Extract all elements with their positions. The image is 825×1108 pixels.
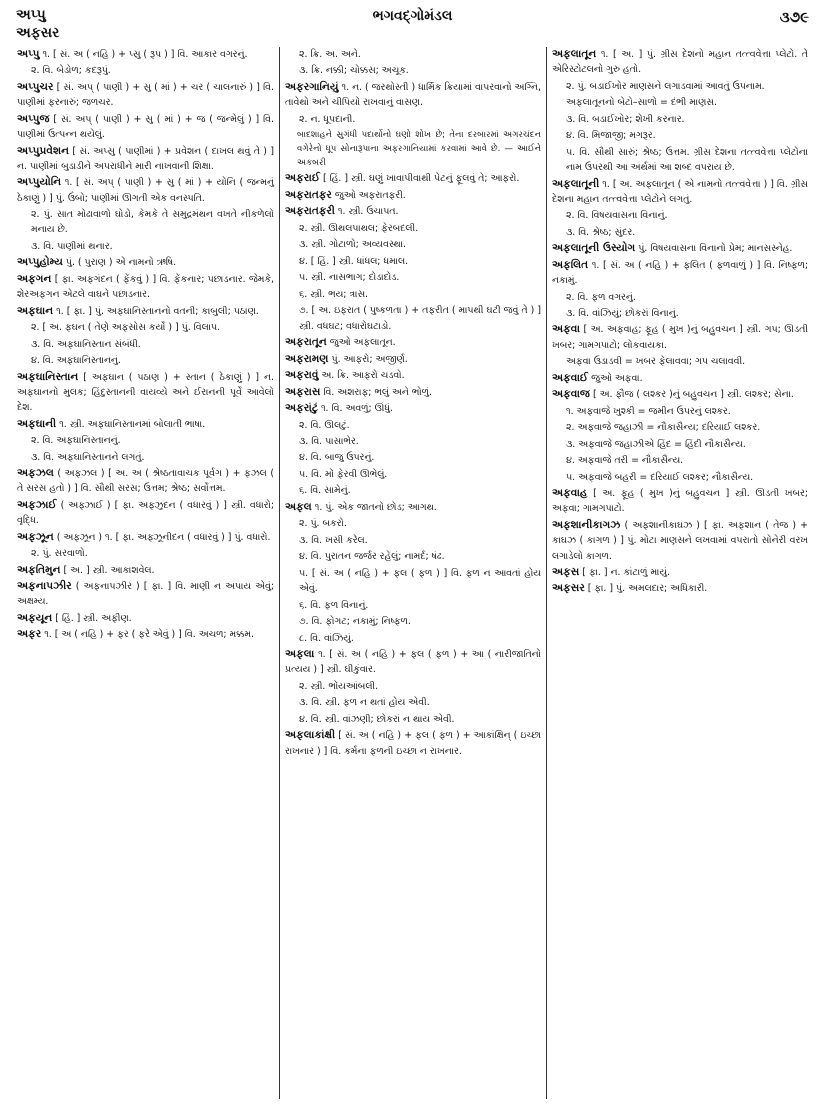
definition-text: ૫. [ સં. અ ( નહિ ) + ફલ ( ફળ ) ] વિ. ફળ ન આવતાં હોય એવું. — [299, 567, 541, 595]
headword: અફરાંટું — [285, 402, 318, 415]
entry-sense — [285, 533, 541, 548]
entry-sense — [552, 354, 808, 369]
dictionary-entry — [552, 177, 808, 208]
definition-text: ૨. ક્રિ. અ. અને. — [299, 49, 361, 60]
definition-text: ( અફઝલ ) [ અ. અ ( શ્રેષ્ઠતાવાચક પૂર્વગ ) + ફઝલ ( તે સરસ હતો ) ] વિ. સૌથી સરસ; ઉત્તમ; શ્રેષ્ઠ; સર્વોત્તમ. — [17, 468, 274, 495]
dictionary-entry — [17, 370, 274, 416]
dictionary-entry — [17, 498, 274, 529]
headword: અફલાકાંક્ષી — [285, 729, 336, 742]
dictionary-entry — [552, 47, 808, 78]
dictionary-entry — [285, 352, 541, 367]
dictionary-entry — [285, 188, 541, 203]
entry-sense — [285, 254, 541, 269]
definition-text: [ સં. અપ્સુ ( પાણીમાં ) + પ્રવેશન ( દાખલ થવું તે ) ] ન. પાણીમાં બુડાડીને અપરાધીને મારી નાખવાની શિક્ષા. — [17, 145, 274, 172]
entry-sense — [552, 225, 808, 240]
definition-text: [ અફઘાન ( પઠાણ ) + સ્તાન ( ઠેકાણું ) ] ન. અફઘાનનો મુલક; હિંદુસ્તાનની વાયવ્યે અને ઈરાનની પૂર્વે આવેલો દેશ. — [17, 371, 274, 414]
definition-text: પું. આફરો; અજીર્ણ. — [328, 353, 408, 365]
definition-text: ૨. વિ. ઊલટું. — [299, 419, 350, 431]
column-2 — [279, 47, 546, 1099]
definition-text: ૧. [ સં. અ ( નહિ ) + ફલિત ( ફળવાળું ) ] વિ. નિષ્ફળ; નકામું. — [552, 259, 808, 287]
entry-sense — [285, 566, 541, 597]
definition-text: ૫. અફવાજે બહરી = દરિયાઈ લશ્કર; નૌકાસૈન્ય. — [566, 471, 754, 483]
dictionary-entry — [17, 47, 274, 62]
definition-text: ૪. વિ. સ્ત્રી. વાંઝણી; છોકરાં ન થાય એવી. — [299, 713, 455, 725]
definition-text: ૩. સ્ત્રી. ગોટાળો; અવ્યવસ્થા. — [299, 239, 406, 251]
entry-sense — [17, 433, 274, 448]
definition-text: ૮. વિ. વાંઝિયું. — [299, 632, 354, 644]
entry-sense — [552, 112, 808, 127]
definition-text: ૩. અફવાજે જહાઝીએ હિંદ = હિંદી નૌકાસૈન્ય. — [566, 438, 746, 450]
definition-text: ૧. સ્ત્રી. અફઘાનિસ્તાનમાં બોલાતી ભાષા. — [56, 418, 206, 430]
definition-text: ( અફનાપઝીર ) [ ફા. ] વિ. માણી ન અપાય એવું; અક્ષમ્ય. — [17, 581, 274, 608]
definition-text: ૬. વિ. ફળ વિનાનું. — [299, 599, 369, 611]
headword: અફશાનીકાગઝ — [552, 518, 621, 531]
headword: અફતિમુન — [17, 563, 61, 576]
entry-sense — [285, 63, 541, 78]
dictionary-entry — [17, 579, 274, 610]
headword: અફલિત — [552, 258, 589, 271]
definition-text: ૨. વિ. બેડોળ; કદરૂપું. — [31, 65, 111, 77]
entry-sense — [17, 353, 274, 368]
headword: અફઝાઈ — [17, 498, 57, 511]
entry-sense — [552, 306, 808, 321]
entry-sense — [285, 287, 541, 302]
entry-sense — [285, 712, 541, 727]
entry-sense — [552, 128, 808, 143]
dictionary-entry — [285, 647, 541, 678]
definition-text: ૧. [ અ. ] પું. ગ્રીસ દેશનો મહાન તત્ત્વવેત્તા પ્લેટો. તે એરિસ્ટોટલનો ગુરુ હતો. — [552, 49, 808, 76]
definition-text: ૧. વિ. અવળું; ઊંધું. — [317, 403, 393, 415]
dictionary-entry — [552, 565, 808, 580]
dictionary-entry — [17, 144, 274, 175]
entry-sense — [285, 516, 541, 531]
entry-sense — [552, 453, 808, 468]
headword: અફરામણ — [285, 352, 329, 365]
headword: અફનાપઝીર — [17, 580, 72, 593]
dictionary-entry — [552, 518, 808, 564]
entry-sense — [17, 546, 274, 561]
quotation — [285, 128, 541, 170]
dictionary-entry — [285, 500, 541, 515]
headword: અફઘાનિસ્તાન — [17, 370, 79, 383]
definition-text: ૩. વિ. ખસી કરેલ. — [299, 534, 368, 546]
definition-text: જુઓ અફવા. — [588, 372, 643, 384]
entry-sense — [552, 79, 808, 94]
headword: અફલાતૂની ઉસ્યોગ — [552, 242, 636, 255]
headword: અફલા — [285, 648, 315, 661]
entry-sense — [285, 434, 541, 449]
dictionary-entry — [552, 322, 808, 353]
entry-sense — [17, 320, 274, 335]
definition-text: ૪. વિ. અફઘાનિસ્તાનનું. — [31, 355, 121, 367]
entry-sense — [552, 470, 808, 485]
column-1 — [12, 47, 279, 1099]
headword: અફરાસ — [285, 385, 321, 398]
dictionary-entry — [285, 401, 541, 416]
headword: અફસર — [552, 582, 585, 595]
entry-sense — [552, 437, 808, 452]
definition-text: ૧. [ સં. અપ્ ( પાણી ) + સુ ( માં ) + યોનિ ( જન્મનું ઠેકાણું ) ] પું. ઉંબો; પાણીમાં ઊગતી એક વનસ્પતિ. — [17, 177, 274, 204]
definition-text: ૨. અફવાજે જહાઝી = નૌકાસૈન્ય; દરિયાઈ લશ્કર. — [566, 422, 761, 434]
entry-sense — [285, 598, 541, 613]
dictionary-entry — [17, 417, 274, 432]
definition-text: ૧. અફવાજે ખુશ્કી = જમીન ઉપરનું લશ્કર. — [566, 405, 731, 417]
entry-columns — [12, 47, 813, 1099]
entry-sense — [552, 95, 808, 110]
definition-text: ૩. વિ. પાણીમાં થનાર. — [31, 240, 113, 252]
definition-text: ૪. [ હિં. ] સ્ત્રી. ધાંધલ; ધમાલ. — [299, 255, 409, 267]
first-guide-word: અપ્પુ — [16, 7, 46, 23]
definition-text: ૫. સ્ત્રી. નાસભાગ; દોડાદોડ. — [299, 272, 400, 284]
definition-text: ૩. વિ. અફઘાનિસ્તાનને લગતું. — [31, 451, 145, 463]
definition-text: ૫. વિ. સૌથી સારું; શ્રેષ્ઠ; ઉત્તમ. ગ્રીસ દેશના તત્ત્વવેત્તા પ્લેટોના નામ ઉપરથી આ અર્થમાં આ શબ્દ વપરાય છે. — [566, 146, 808, 174]
definition-text: ૬. વિ. સામેનું. — [299, 485, 351, 497]
dictionary-entry — [17, 304, 274, 319]
running-title: ભગવદ્ગોમંડલ — [372, 8, 453, 24]
definition-text: ( અફશાનીકાઘઝ ) [ ફા. અફશાન ( તેજ ) + કાઘઝ ( કાગળ ) ] પું. મોટા માણસને લખવામાં વપરાતો સોનેરી વરખ લગાડેલો કાગળ. — [552, 519, 808, 562]
definition-text: ૧. પું. એક જાતનો છોડ; આગથ. — [311, 501, 437, 513]
entry-sense — [285, 303, 541, 334]
dictionary-entry — [552, 581, 808, 596]
dictionary-entry — [552, 371, 808, 386]
definition-text: ૪. વિ. મિજાજી; મગરૂર. — [566, 130, 656, 142]
entry-sense — [552, 290, 808, 305]
dictionary-entry — [285, 385, 541, 400]
definition-text: ૩. વિ. વાંઝિયું; છોકરાં વિનાનું. — [566, 308, 679, 319]
headword: અપ્પુપ્રવેશન — [17, 144, 70, 157]
definition-text: ૧. [ સં. અ ( નહિ ) + ફલ ( ફળ ) + આ ( નારીજાતિનો પ્રત્યય ) ] સ્ત્રી. ઘીકુંવાર. — [285, 649, 541, 676]
definition-text: [ અ. ફૌજ ( લશ્કર )નું બહુવચન ] સ્ત્રી. લશ્કર; સેના. — [589, 389, 794, 401]
definition-text: વિ. અશરાફ; ભલું અને ભોળું. — [320, 386, 432, 398]
definition-text: ૭. [ અ. ઇફરાત ( પુષ્કળતા ) + તફરીત ( માપથી ઘટી જવું તે ) ] સ્ત્રી. વધઘટ; વધારોઘટાડો. — [299, 305, 541, 332]
dictionary-entry — [17, 112, 274, 143]
definition-text: ૨. પું. બડાઈખોર માણસને લગાડવામાં આવતું ઉપનામ. — [566, 80, 765, 92]
definition-text: [ અ. ] સ્ત્રી. આકાશવેલ. — [60, 564, 155, 576]
definition-text: ૨. સ્ત્રી. ભોંયઆંબલી. — [299, 680, 379, 692]
headword: અફયૂન — [17, 611, 53, 624]
entry-sense — [285, 483, 541, 498]
headword: અફરાતૂન — [285, 336, 327, 349]
entry-sense — [17, 337, 274, 352]
definition-text: પું. વિષયવાસના વિનાનો પ્રેમ; માનસસ્નેહ. — [635, 243, 793, 255]
headword: અફઘાન — [17, 304, 54, 317]
dictionary-entry — [17, 272, 274, 303]
entry-sense — [285, 695, 541, 710]
dictionary-entry — [17, 80, 274, 111]
headword: અફવાહ — [552, 487, 588, 500]
headword: અફરાતફર — [285, 188, 332, 201]
headword: અપ્પુચર — [17, 80, 54, 93]
headword: અફલાતૂન — [552, 48, 597, 60]
entry-sense — [552, 420, 808, 435]
entry-sense — [17, 239, 274, 254]
dictionary-entry — [285, 728, 541, 759]
definition-text: ( અફ્ઝૂન ) ૧. [ ફા. અફ્ઝૂનીદન ( વધારવું ) ] પું. વધારો. — [53, 531, 271, 543]
definition-text: ૨. પું. બકરો. — [299, 518, 347, 530]
entry-sense — [552, 145, 808, 176]
definition-text: ૪. અફવાજે તરી = નૌકાસૈન્ય. — [566, 455, 684, 467]
definition-text: ૧. [ ફા. ] પું. અફઘાનિસ્તાનનો વતની; કાબુલી; પઠાણ. — [53, 305, 259, 317]
definition-text: ૭. વિ. ફોગટ; નકામું; નિષ્ફળ. — [299, 616, 411, 628]
dictionary-entry — [552, 387, 808, 402]
headword: અફલ — [285, 500, 312, 513]
definition-text: [ અ. ફૂહ ( મુખ )નું બહુવચન ] સ્ત્રી. ઊડતી ખબર; અફવા; ગામગપાટો. — [552, 488, 808, 515]
dictionary-entry — [17, 611, 274, 626]
page-number: ૩૭૯ — [779, 8, 809, 26]
definition-text: ૩. વિ. અફઘાનિસ્તાન સંબંધી. — [31, 338, 141, 350]
definition-text: ૧. [ અ ( નહિ ) + ફર ( ફરે એવું ) ] વિ. અચળ; મક્કમ. — [41, 629, 255, 641]
entry-sense — [552, 404, 808, 419]
definition-text: [ સં. અપ્ ( પાણી ) + સુ ( માં ) + ચર ( ચાલનારું ) ] વિ. પાણીમાં ફરનારું; જળચર. — [17, 81, 274, 109]
entry-sense — [285, 47, 541, 62]
definition-text: પું. ( પુરાણ ) એ નામનો ઋષિ. — [62, 257, 177, 269]
page-header — [14, 6, 811, 46]
entry-sense — [285, 418, 541, 433]
entry-sense — [17, 207, 274, 238]
entry-sense — [285, 450, 541, 465]
definition-text: [ ફા. ] પું. અમલદાર; અધિકારી. — [584, 583, 708, 595]
definition-text: [ સં. અપ્ ( પાણી ) + સુ ( માં ) + જ ( જન્મેલું ) ] વિ. પાણીમાં ઉત્પન્ન થયેલું. — [17, 113, 274, 141]
entry-sense — [17, 450, 274, 465]
headword: અફસ — [552, 566, 580, 578]
definition-text: અફલાતૂનનો બેટો–સાળો = દંભી માણસ. — [566, 97, 717, 109]
headword: અફલાતૂની — [552, 177, 600, 190]
definition-text: [ હિં. ] સ્ત્રી. ઘણું ખાવાપીવાથી પેટનું ફૂલવું તે; આફરો. — [320, 173, 520, 185]
dictionary-entry — [17, 530, 274, 545]
dictionary-entry — [285, 204, 541, 219]
definition-text: ૧. સ્ત્રી. ઉચાપત. — [334, 206, 399, 218]
definition-text: [ હિં. ] સ્ત્રી. અફીણ. — [52, 612, 132, 624]
dictionary-entry — [285, 335, 541, 350]
entry-sense — [285, 549, 541, 564]
entry-sense — [285, 270, 541, 285]
dictionary-entry — [285, 171, 541, 186]
definition-text: ૧. [ અ. અફલાતૂન ( એ નામનો તત્ત્વવેત્તા ) ] વિ. ગ્રીસ દેશના મહાન તત્ત્વવેત્તા પ્લેટોને લગતું. — [552, 178, 808, 205]
headword: અપ્પુજ — [17, 112, 50, 125]
entry-sense — [285, 112, 541, 127]
dictionary-entry — [17, 627, 274, 642]
definition-text: જુઓ અફલાતૂન. — [326, 337, 396, 349]
headword: અફવા — [552, 323, 580, 336]
headword: અફવાજ — [552, 388, 590, 401]
definition-text: ( અફ્ઝાઈ ) [ ફા. અફ્ઝુદન ( વધારવું ) ] સ્ત્રી. વધારો; વૃદ્ધિ. — [17, 499, 274, 527]
dictionary-entry — [285, 80, 541, 111]
definition-text: ૪. વિ. પુરાતન જર્જર રહેલું; નામર્દ; ષંઢ. — [299, 551, 445, 563]
headword: અફર — [17, 628, 42, 641]
headword: અફઝૂન — [17, 530, 54, 543]
definition-text: [ સં. અ ( નહિ ) + ફલ ( ફળ ) + આકાંક્ષિન્ ( ઇચ્છા રાખનાર ) ] વિ. કર્મના ફળની ઇચ્છા ન રાખનાર. — [285, 730, 541, 757]
dictionary-entry — [552, 486, 808, 517]
column-3 — [546, 47, 813, 1099]
headword: અપ્પુયોનિ — [17, 176, 62, 189]
definition-text: ૩. વિ. શ્રેષ્ઠ; સુંદર. — [566, 226, 636, 238]
definition-text: ૨. પું. સરવાળો. — [31, 548, 88, 560]
definition-text: ૨. ન. ધૂપદાની. — [299, 113, 356, 125]
definition-text: [ ફા. ] ન. કાંટાળું માયું. — [579, 567, 671, 578]
headword: અફરગાનિયું — [285, 80, 339, 93]
entry-sense — [17, 63, 274, 78]
entry-sense — [285, 614, 541, 629]
headword: અપ્પુહોમ્ય — [17, 256, 63, 269]
headword: અપ્પુ — [17, 48, 40, 60]
headword: અફવાઈ — [552, 371, 589, 384]
definition-text: ૬. સ્ત્રી. ભય; ત્રાસ. — [299, 288, 369, 300]
definition-text: અફવા ઉડાડવી = ખબર ફેલાવવા; ગપ ચલાવવી. — [566, 356, 746, 368]
definition-text: ૨. વિ. વિષયવાસના વિનાનું. — [566, 210, 668, 222]
definition-text: ૧. ન. ( જરથોસ્તી ) ધાર્મિક ક્રિયામાં વાપરવાનો અગ્નિ, તાવેથો અને ચીપિયો રાખવાનું વાસણ. — [285, 81, 541, 109]
definition-text: ૩. ક્રિ. નક્કી; ચોક્કસ; અચૂક. — [299, 65, 409, 77]
headword: અફરાવું — [285, 369, 319, 382]
definition-text: ૩. વિ. સ્ત્રી. ફળ ન થતાં હોય એવી. — [299, 697, 430, 709]
dictionary-entry — [17, 175, 274, 206]
definition-text: ૨. વિ. અફઘાનિસ્તાનનું. — [31, 435, 121, 447]
definition-text: બાદશાહને સુગંધી પદાર્થોનો ઘણો શોખ છે; તેના દરબારમાં અગરચંદન વગેરેનો ધૂપ સોનારૂપાના અફરગાનિયામાં કરવામાં આવે છે. — આઈને અકબરી — [297, 130, 541, 169]
dictionary-entry — [17, 255, 274, 270]
dictionary-entry — [17, 466, 274, 497]
headword: અફઘાની — [17, 417, 57, 430]
dictionary-entry — [552, 241, 808, 256]
entry-sense — [285, 237, 541, 252]
headword: અફઝલ — [17, 467, 54, 480]
entry-sense — [285, 467, 541, 482]
definition-text: ૨. વિ. ફળ વગરનું. — [566, 291, 636, 303]
definition-text: અ. ક્રિ. આફરો ચડવો. — [318, 370, 405, 382]
definition-text: ૨. સ્ત્રી. ઊથલપાથલ; ફેરબદલી. — [299, 222, 419, 234]
dictionary-entry — [17, 563, 274, 578]
definition-text: ૩. વિ. બડાઈખોર; શેખી કરનાર. — [566, 113, 685, 125]
definition-text: ૫. વિ. મોં ફેરવી ઊભેલું. — [299, 468, 388, 480]
definition-text: ૨. પું. સાત મોઢાવાળો ઘોડો, કેમકે તે સમુદ્રમંથન વખતે નીકળેલો મનાય છે. — [31, 209, 274, 236]
definition-text: ૧. [ સં. અ ( નહિ ) + પ્સુ ( રૂપ ) ] વિ. આકાર વગરનું. — [39, 49, 248, 60]
definition-text: ૨. [ અ. ફઘન ( તેણે અફસોસ કર્યો ) ] પું. વિલાપ. — [31, 322, 221, 334]
entry-sense — [552, 208, 808, 223]
headword: અફરાતફરી — [285, 205, 335, 218]
entry-sense — [285, 679, 541, 694]
headword: અફગન — [17, 272, 52, 285]
dictionary-entry — [285, 368, 541, 383]
last-guide-word: અફસર — [16, 25, 60, 41]
definition-text: [ ફા. અફગંદન ( ફેંકવું ) ] વિ. ફેંકનાર; પછાડનાર. જેમકે, શેરઅફગન એટલે વાઘને પછાડનાર. — [17, 273, 274, 301]
dictionary-entry — [552, 258, 808, 289]
headword: અફરાઈ — [285, 172, 320, 185]
definition-text: જુઓ અફરાતફરી. — [331, 189, 406, 201]
definition-text: ૪. વિ. બાજુ ઉપરનું. — [299, 452, 375, 464]
entry-sense — [285, 631, 541, 646]
definition-text: [ અ. અફવાહ; ફૂહ ( મુખ )નું બહુવચન ] સ્ત્રી. ગપ; ઊડતી ખબર; ગામગપાટો; લોકવાયકા. — [552, 324, 808, 351]
entry-sense — [285, 221, 541, 236]
definition-text: ૩. વિ. પાસાભેર. — [299, 435, 359, 447]
